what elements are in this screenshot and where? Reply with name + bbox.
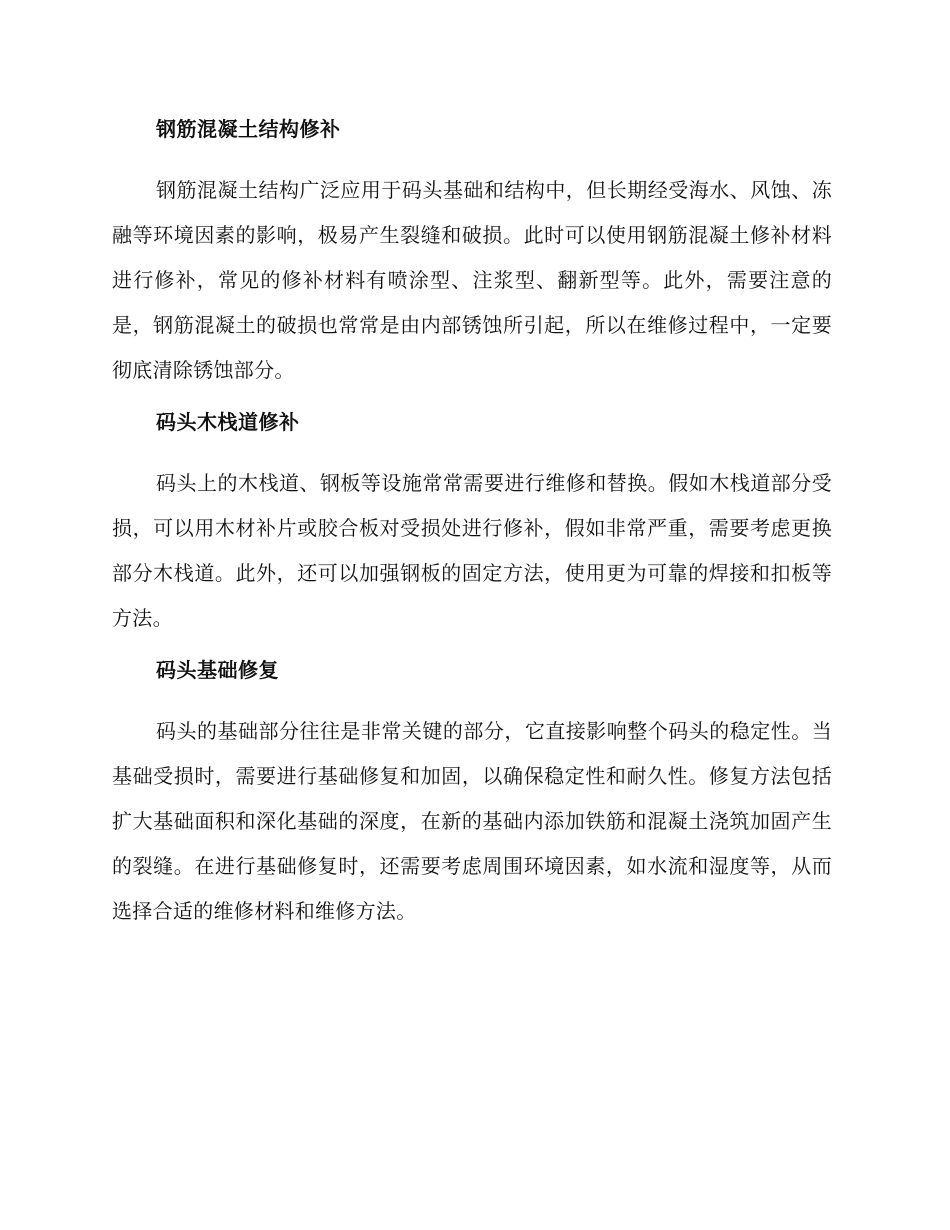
document-content (112, 112, 832, 934)
section-heading-concrete-repair: 钢筋混凝土结构修补 (156, 117, 341, 141)
section-heading-foundation-repair: 码头基础修复 (156, 658, 279, 682)
section-paragraph-boardwalk-repair: 码头上的木栈道、钢板等设施常常需要进行维修和替换。假如木栈道部分受损，可以用木材补片或胶合板对受损处进行修补，假如非常严重，需要考虑更换部分木栈道。此外，还可以加强钢板的固定方法，使用更为可靠的焊接和扣板等方法。 (112, 471, 832, 630)
section-paragraph-concrete-repair: 钢筋混凝土结构广泛应用于码头基础和结构中，但长期经受海水、风蚀、冻融等环境因素的影响，极易产生裂缝和破损。此时可以使用钢筋混凝土修补材料进行修补，常见的修补材料有喷涂型、注浆型、翻新型等。此外，需要注意的是，钢筋混凝土的破损也常常是由内部锈蚀所引起，所以在维修过程中，一定要彻底清除锈蚀部分。 (112, 178, 832, 382)
section-paragraph-foundation-repair: 码头的基础部分往往是非常关键的部分，它直接影响整个码头的稳定性。当基础受损时，需要进行基础修复和加固，以确保稳定性和耐久性。修复方法包括扩大基础面积和深化基础的深度，在新的基础内添加铁筋和混凝土浇筑加固产生的裂缝。在进行基础修复时，还需要考虑周围环境因素，如水流和湿度等，从而选择合适的维修材料和维修方法。 (112, 719, 832, 923)
section-heading-boardwalk-repair: 码头木栈道修补 (156, 410, 300, 434)
